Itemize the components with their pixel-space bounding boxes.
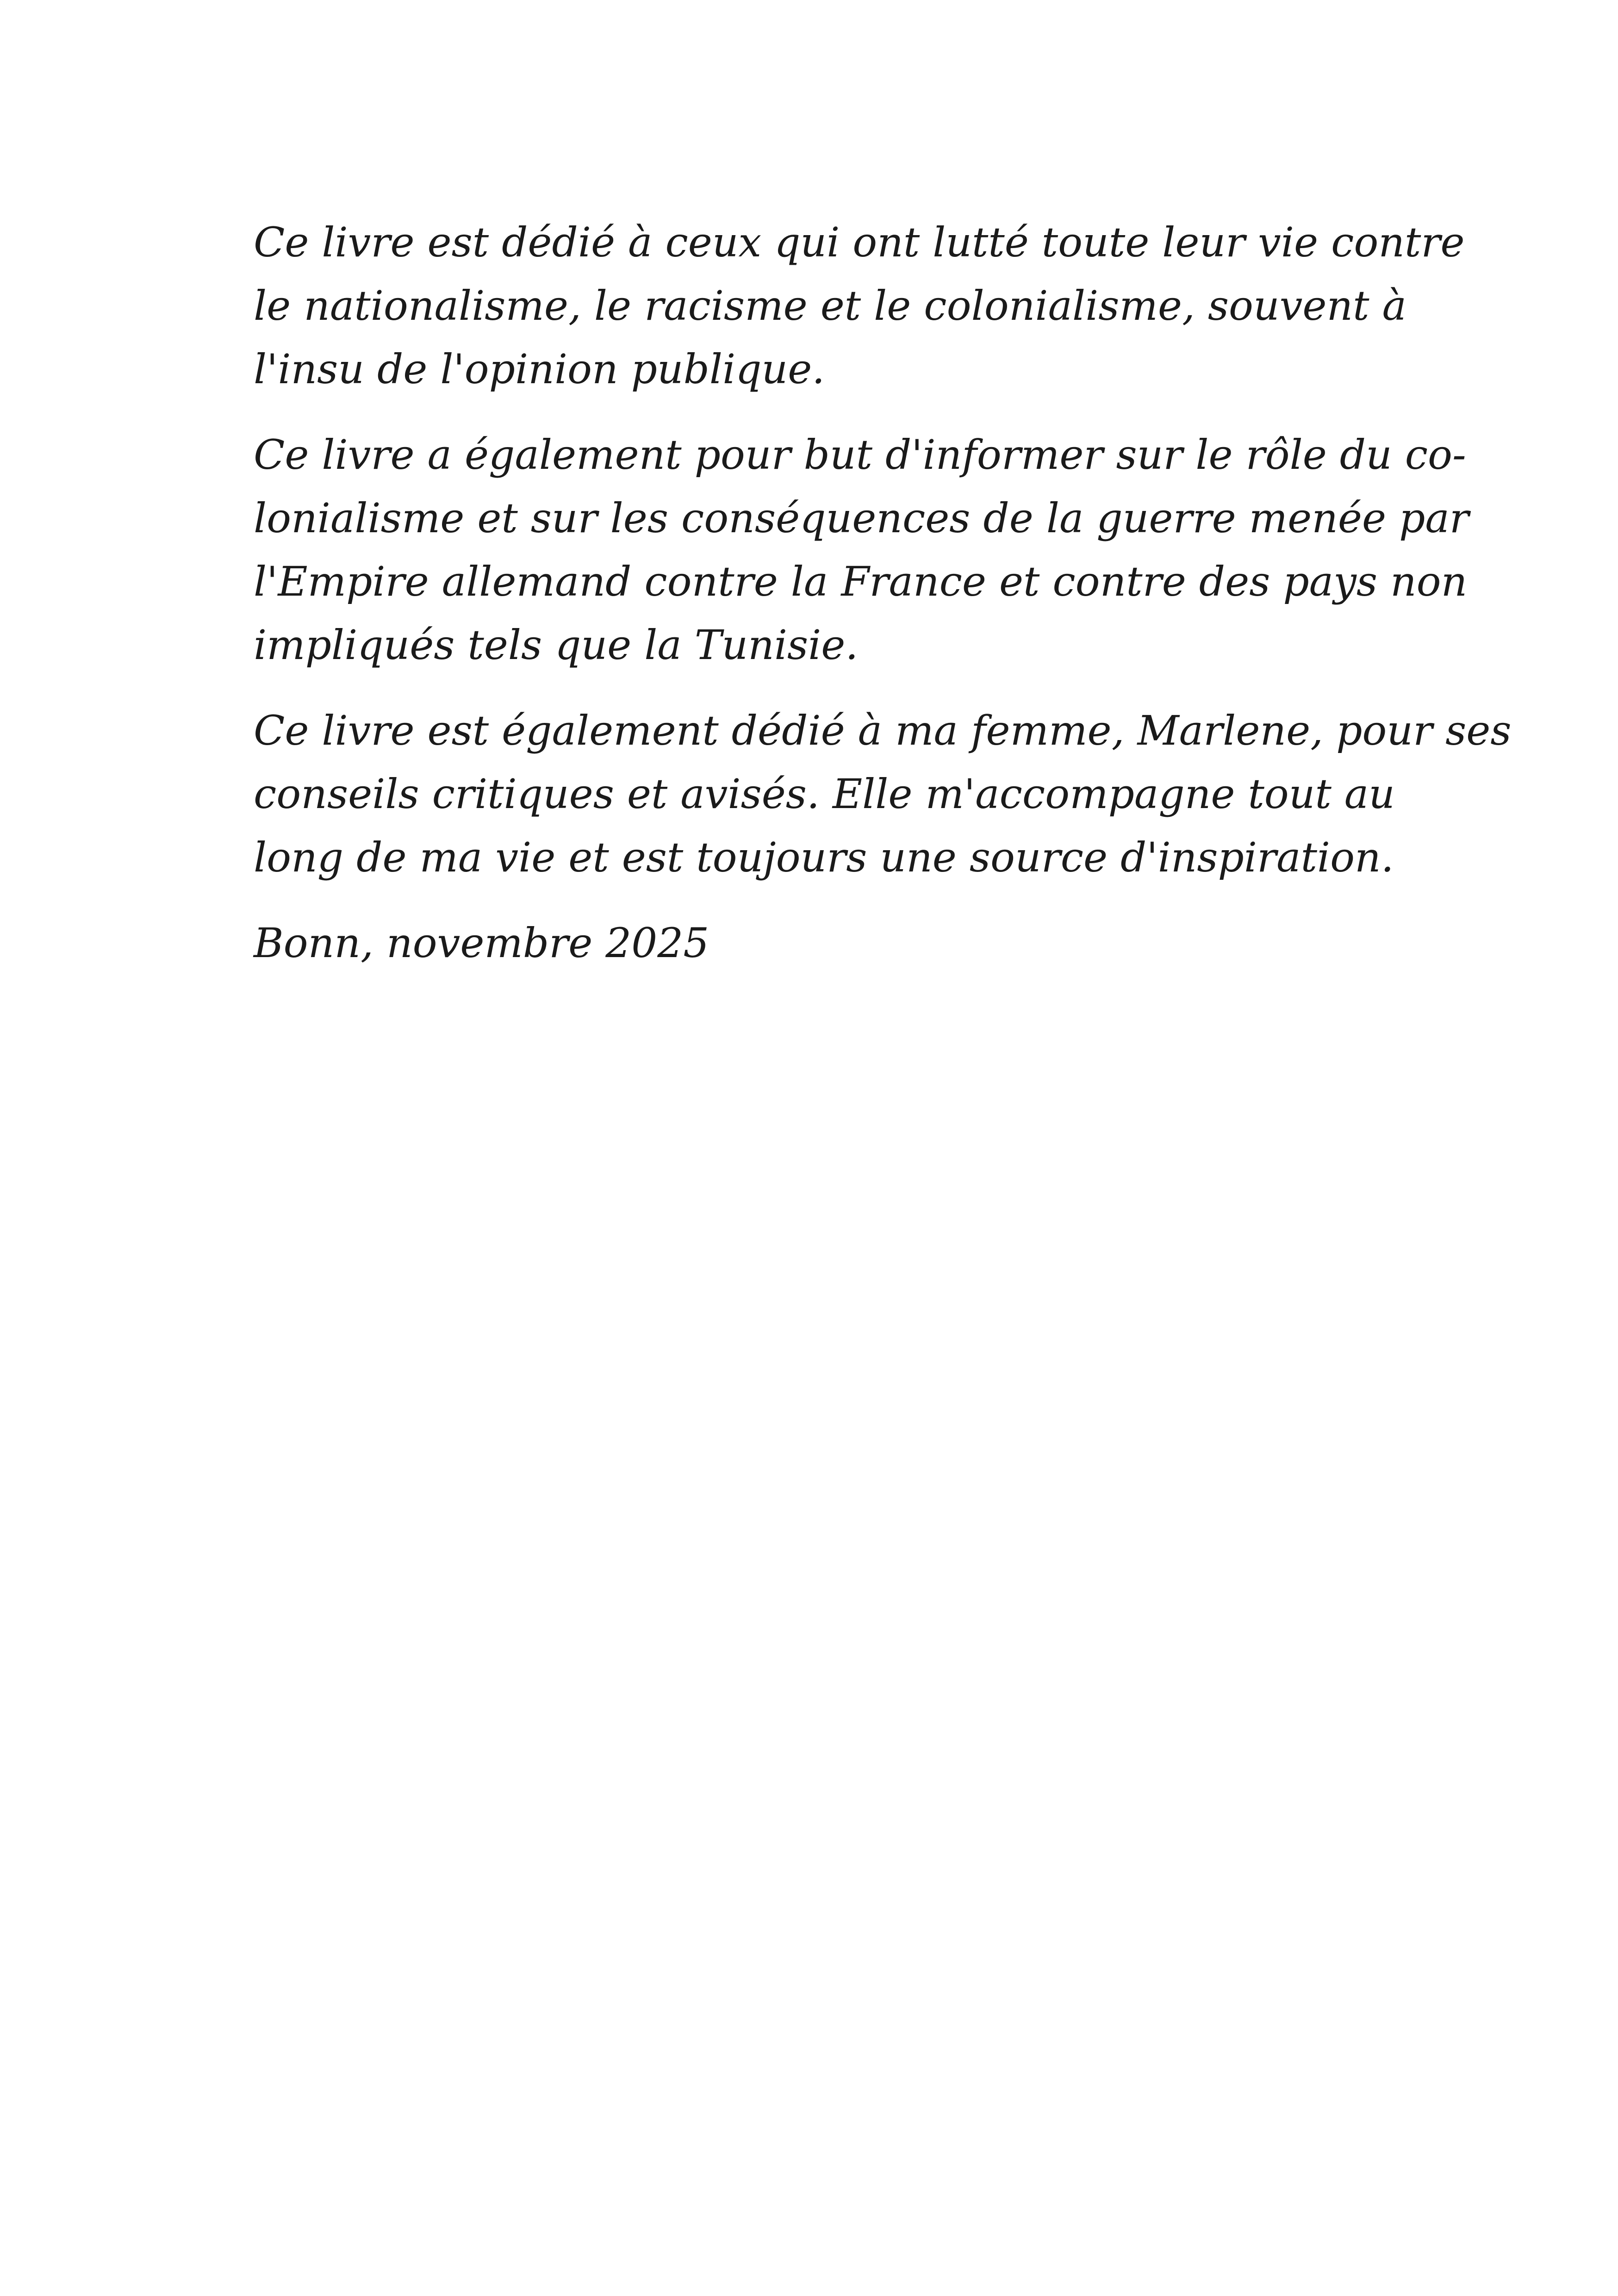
place-and-date xyxy=(254,911,1373,975)
paragraph-line: long de ma vie et est toujours une source d'inspiration. xyxy=(254,834,1394,881)
dedication-text xyxy=(254,211,1512,997)
signature-line: Bonn, novembre 2025 xyxy=(254,919,709,967)
paragraph-line: l'insu de l'opinion publique. xyxy=(254,345,825,393)
paragraph-line: conseils critiques et avisés. Elle m'accompagne tout au xyxy=(254,770,1395,818)
paragraph-line: lonialisme et sur les conséquences de la guerre menée par xyxy=(254,494,1469,542)
paragraph-line: Ce livre est dédié à ceux qui ont lutté toute leur vie contre xyxy=(254,218,1465,266)
paragraph-line: l'Empire allemand contre la France et contre des pays non xyxy=(254,558,1468,605)
dedication-paragraph-3 xyxy=(254,699,1512,889)
paragraph-line: Ce livre a également pour but d'informer sur le rôle du co- xyxy=(254,431,1466,479)
paragraph-line: Ce livre est également dédié à ma femme, Marlene, pour ses xyxy=(254,707,1512,754)
dedication-paragraph-1 xyxy=(254,211,1465,401)
paragraph-line: impliqués tels que la Tunisie. xyxy=(254,621,859,669)
dedication-paragraph-2 xyxy=(254,423,1469,677)
paragraph-line: le nationalisme, le racisme et le colonialisme, souvent à xyxy=(254,282,1406,330)
